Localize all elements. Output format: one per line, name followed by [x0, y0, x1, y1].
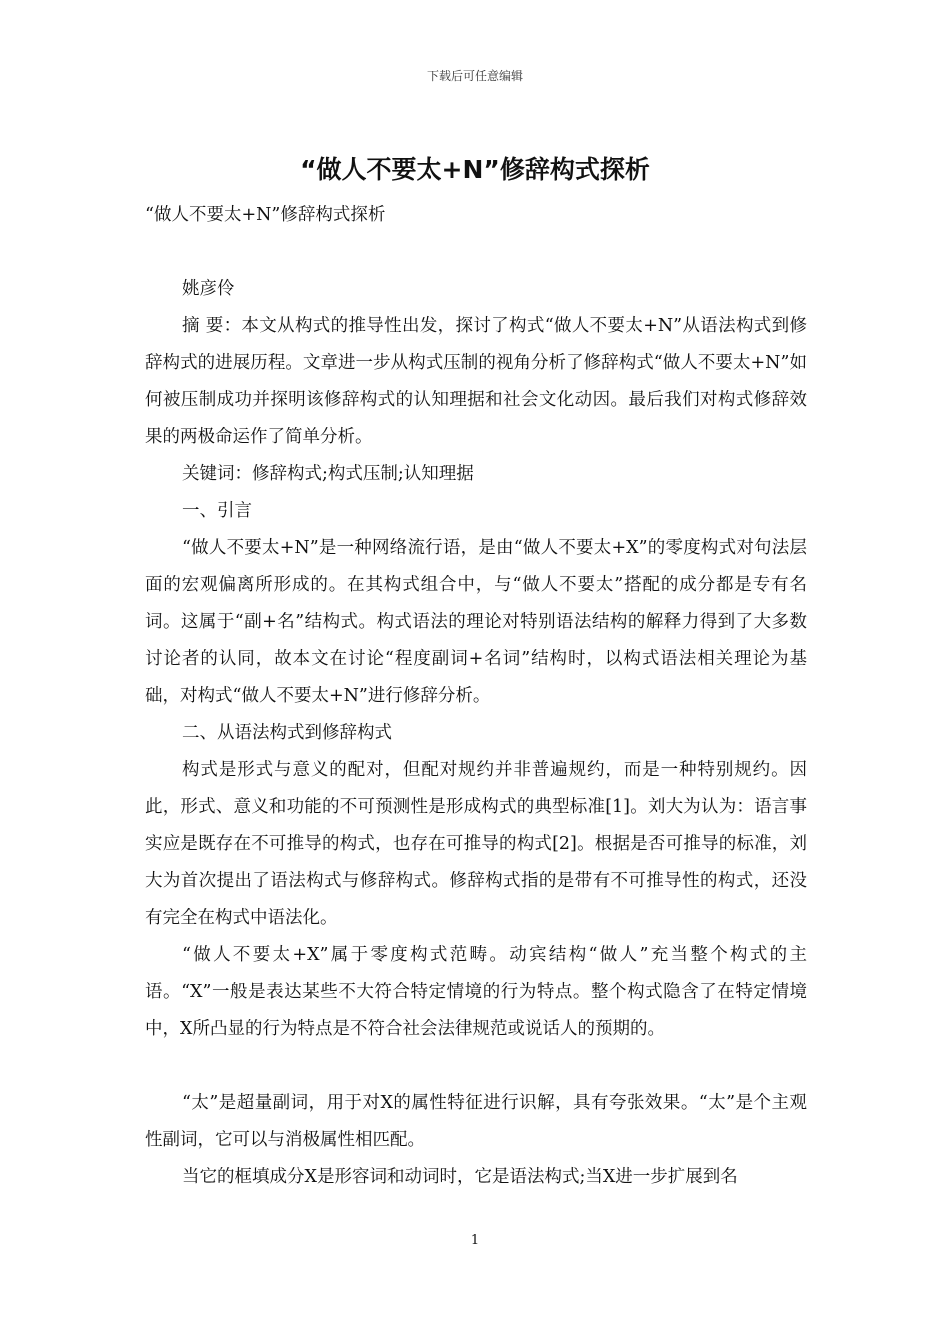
- body-paragraph: 构式是形式与意义的配对，但配对规约并非普遍规约，而是一种特别规约。因此，形式、意义和功能的不可预测性是形成构式的典型标准[1]。刘大为认为：语言事实应是既存在不可推导的构式，也存在可推导的构式[2]。根据是否可推导的标准，刘大为首次提出了语法构式与修辞构式。修辞构式指的是带有不可推导性的构式，还没有完全在构式中语法化。: [145, 760, 807, 928]
- page-header: 下载后可任意编辑: [426, 69, 523, 83]
- paragraph-gap: [145, 1048, 807, 1085]
- author-name: 姚彦伶: [182, 279, 235, 299]
- body-paragraph: “做人不要太+N”是一种网络流行语，是由“做人不要太+X”的零度构式对句法层面的宏观偏离所形成的。在其构式组合中，与“做人不要太”搭配的成分都是专有名词。这属于“副+名”结构式。构式语法的理论对特别语法结构的解释力得到了大多数讨论者的认同，故本文在讨论“程度副词+名词”结构时，以构式语法相关理论为基础，对构式“做人不要太+N”进行修辞分析。: [145, 538, 807, 706]
- keywords-line: 关键词：修辞构式;构式压制;认知理据: [182, 464, 474, 484]
- page-number: 1: [470, 1233, 480, 1248]
- document-subtitle: “做人不要太+N”修辞构式探析: [145, 205, 386, 225]
- section-heading-introduction: 一、引言: [182, 501, 252, 521]
- document-title: “做人不要太+N”修辞构式探析: [300, 155, 650, 184]
- body-paragraph: “做人不要太+X”属于零度构式范畴。动宾结构“做人”充当整个构式的主语。“X”一般是表达某些不大符合特定情境的行为特点。整个构式隐含了在特定情境中，X所凸显的行为特点是不符合社会法律规范或说话人的预期的。: [145, 945, 807, 1039]
- abstract-paragraph: 摘 要：本文从构式的推导性出发，探讨了构式“做人不要太+N”从语法构式到修辞构式的进展历程。文章进一步从构式压制的视角分析了修辞构式“做人不要太+N”如何被压制成功并探明该修辞构式的认知理据和社会文化动因。最后我们对构式修辞效果的两极命运作了简单分析。: [145, 316, 807, 447]
- section-heading-grammar-to-rhetoric: 二、从语法构式到修辞构式: [182, 723, 392, 743]
- body-paragraph: 当它的框填成分X是形容词和动词时，它是语法构式;当X进一步扩展到名: [182, 1167, 738, 1187]
- document-body: [145, 271, 807, 1196]
- body-paragraph: “太”是超量副词，用于对X的属性特征进行识解，具有夸张效果。“太”是个主观性副词，它可以与消极属性相匹配。: [145, 1093, 807, 1150]
